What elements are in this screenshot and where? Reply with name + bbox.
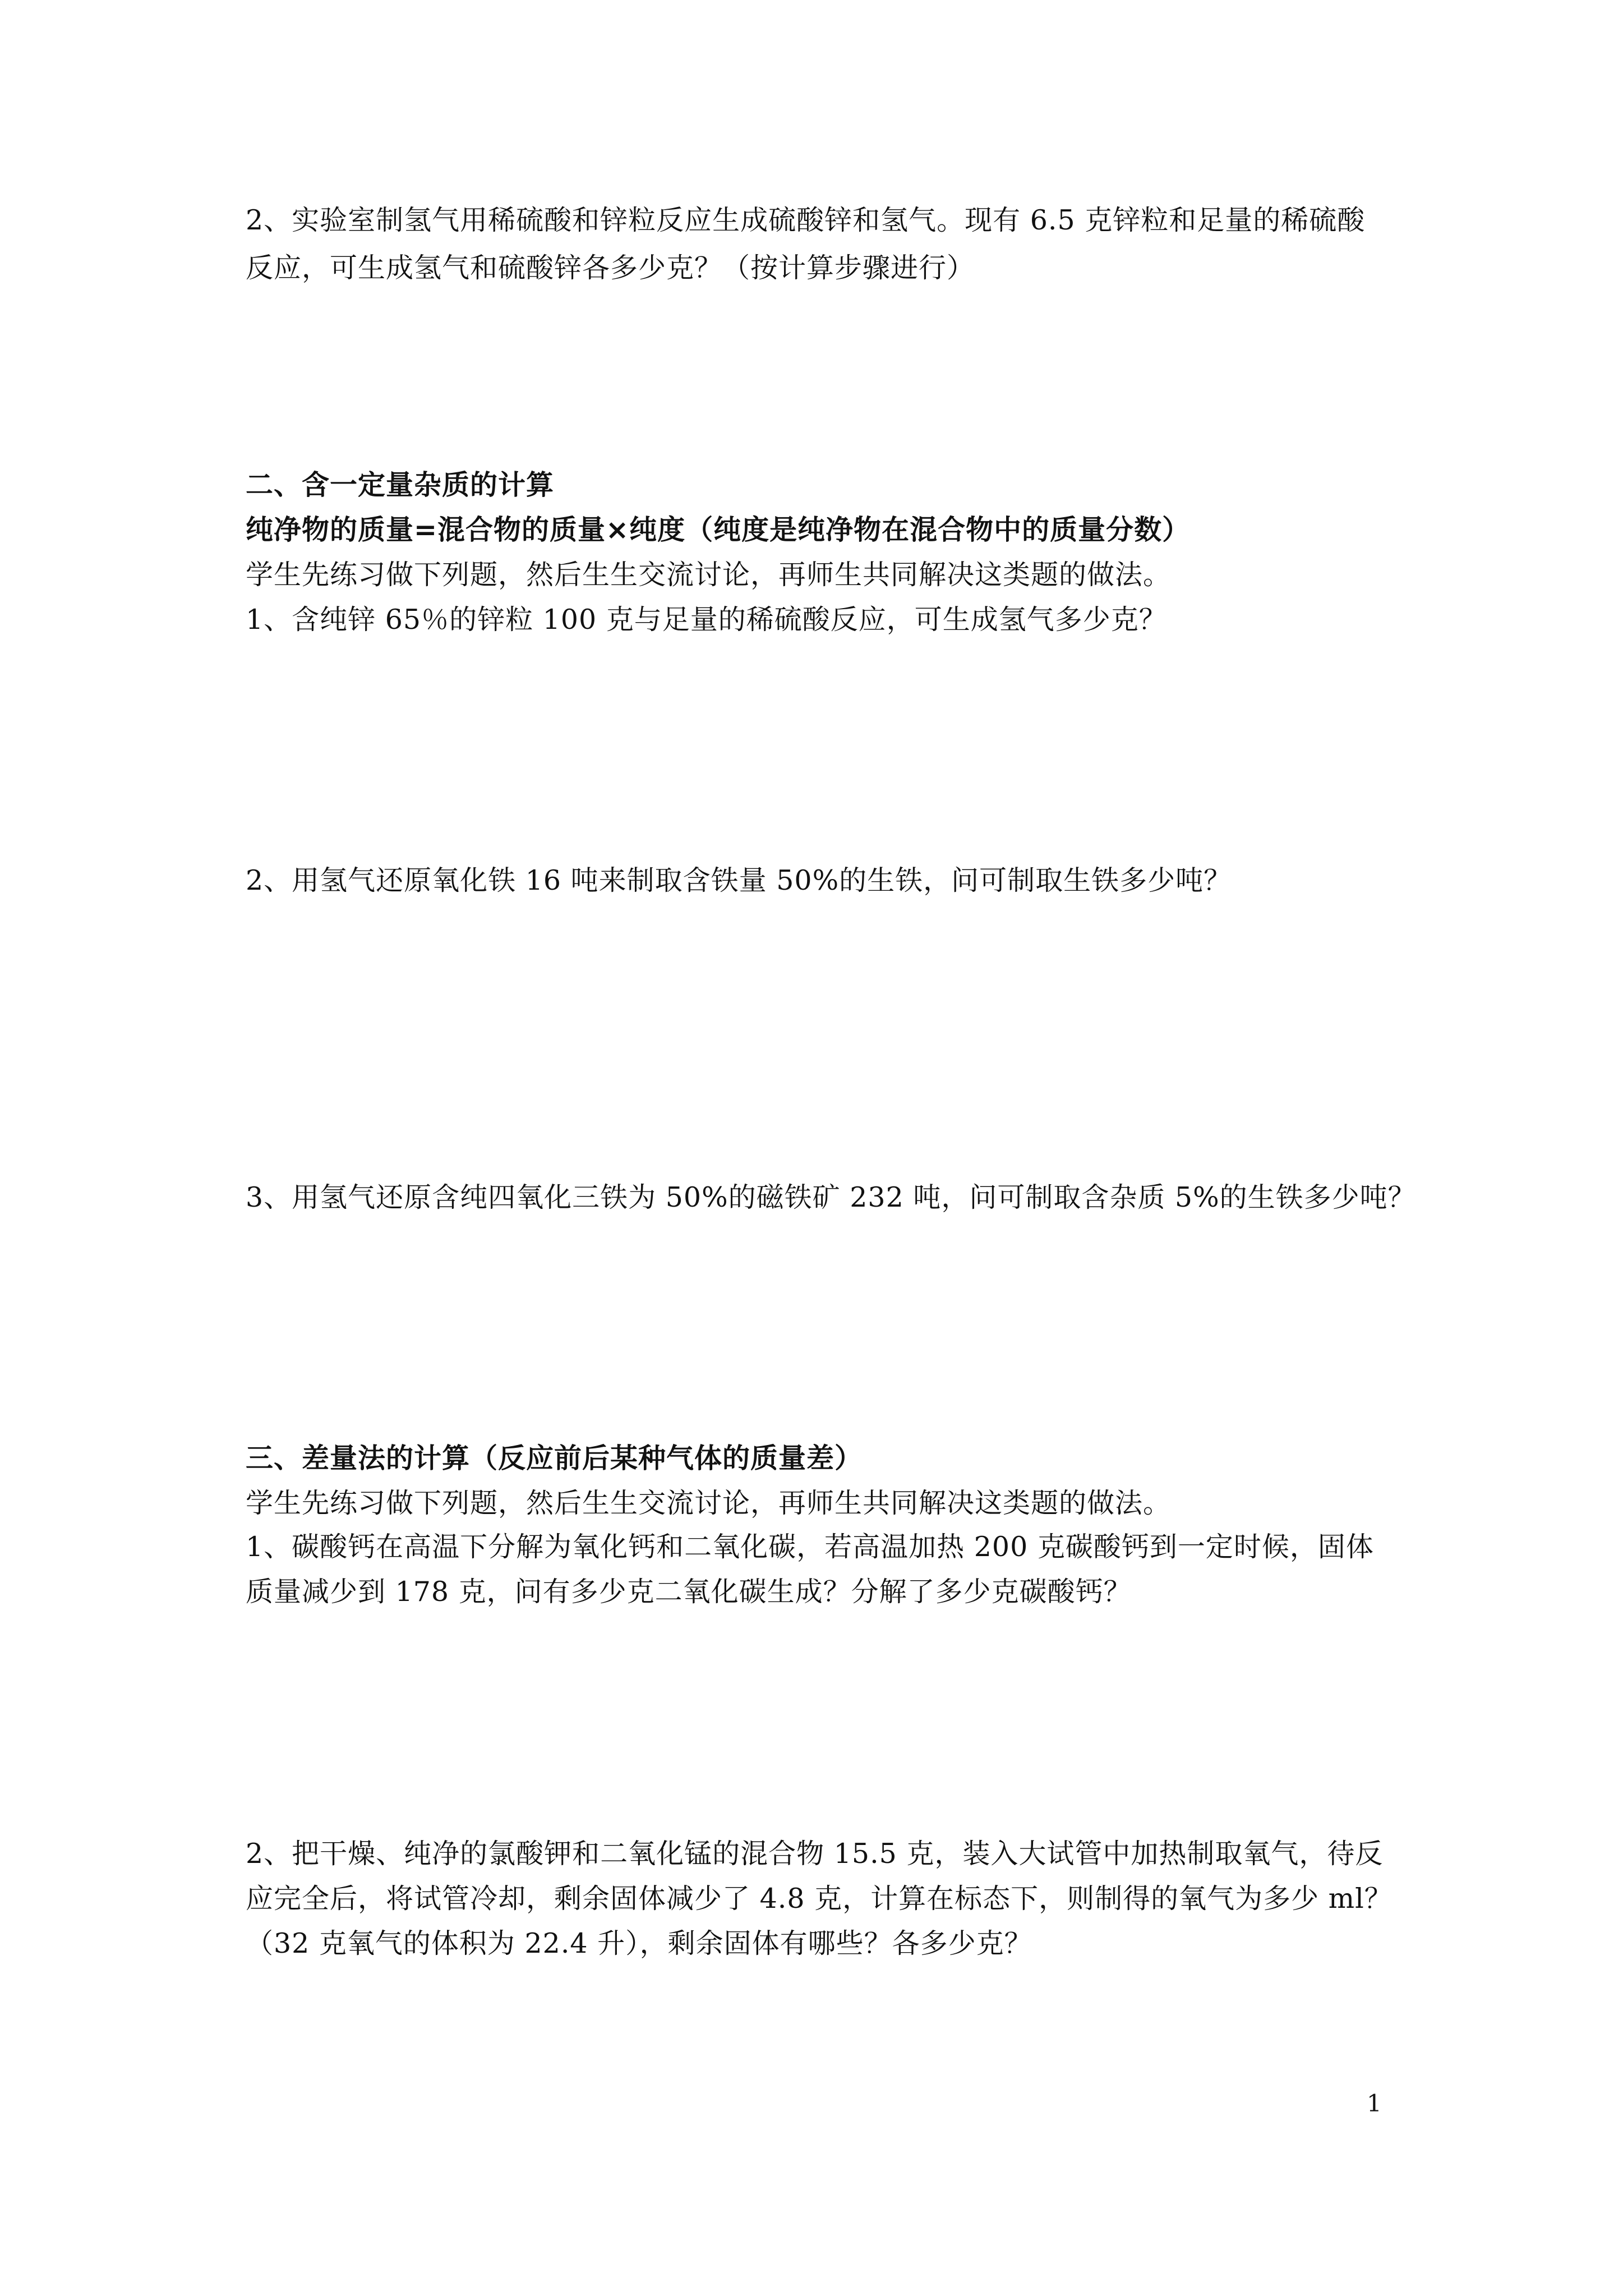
section-3-heading: 三、差量法的计算（反应前后某种气体的质量差） bbox=[246, 1442, 863, 1474]
section-3-question-2-line-3: （32 克氧气的体积为 22.4 升），剩余固体有哪些？各多少克？ bbox=[246, 1927, 1032, 1959]
section-2-heading: 二、含一定量杂质的计算 bbox=[246, 469, 555, 501]
section-3-question-1-line-2: 质量减少到 178 克，问有多少克二氧化碳生成？分解了多少克碳酸钙？ bbox=[246, 1576, 1132, 1608]
section-3-question-1-line-1: 1、碳酸钙在高温下分解为氧化钙和二氧化碳，若高温加热 200 克碳酸钙到一定时候，固体 bbox=[246, 1531, 1374, 1563]
section-3-question-2-line-1: 2、把干燥、纯净的氯酸钾和二氧化锰的混合物 15.5 克，装入大试管中加热制取氧气，待反 bbox=[246, 1838, 1384, 1870]
problem-2-line-1: 2、实验室制氢气用稀硫酸和锌粒反应生成硫酸锌和氢气。现有 6.5 克锌粒和足量的稀硫酸 bbox=[246, 204, 1366, 236]
problem-2-line-2: 反应，可生成氢气和硫酸锌各多少克？（按计算步骤进行） bbox=[246, 252, 975, 284]
section-3-question-2-line-2: 应完全后，将试管冷却，剩余固体减少了 4.8 克，计算在标态下，则制得的氧气为多少 ml？ bbox=[246, 1883, 1393, 1915]
section-3-intro: 学生先练习做下列题，然后生生交流讨论，再师生共同解决这类题的做法。 bbox=[246, 1487, 1172, 1519]
section-2-question-1: 1、含纯锌 65％的锌粒 100 克与足量的稀硫酸反应，可生成氢气多少克？ bbox=[246, 604, 1167, 636]
section-2-formula: 纯净物的质量=混合物的质量×纯度（纯度是纯净物在混合物中的质量分数） bbox=[246, 514, 1191, 546]
section-2-intro: 学生先练习做下列题，然后生生交流讨论，再师生共同解决这类题的做法。 bbox=[246, 559, 1172, 591]
page-number: 1 bbox=[1367, 2090, 1382, 2117]
section-2-question-3: 3、用氢气还原含纯四氧化三铁为 50%的磁铁矿 232 吨，问可制取含杂质 5%的生铁多少吨？ bbox=[246, 1181, 1416, 1213]
section-2-question-2: 2、用氢气还原氧化铁 16 吨来制取含铁量 50%的生铁，问可制取生铁多少吨？ bbox=[246, 864, 1232, 896]
